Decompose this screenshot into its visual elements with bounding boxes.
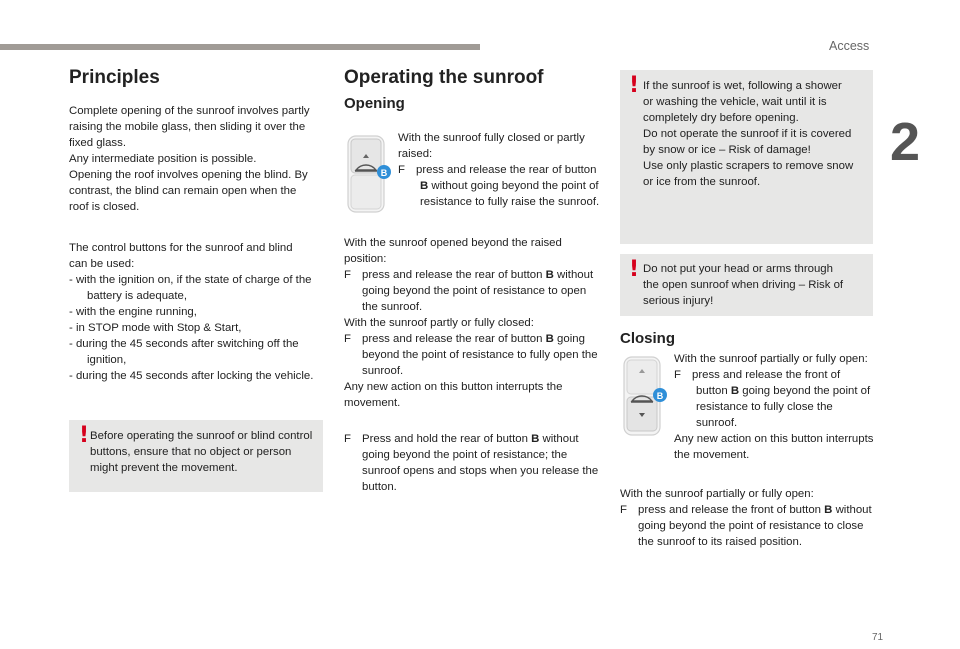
closing-title: Closing (620, 330, 675, 347)
text-line: The control buttons for the sunroof and blind (69, 242, 293, 254)
button-ref: B (420, 180, 429, 192)
page-number: 71 (872, 632, 884, 643)
step-text: press and release the rear of button (416, 164, 597, 176)
text-line: With the sunroof partially or fully open: (620, 488, 814, 500)
button-ref: B (545, 333, 554, 345)
text-line: With the sunroof partially or fully open: (674, 353, 868, 365)
step-item (398, 162, 602, 210)
text-line: Do not operate the sunroof if it is covered (643, 128, 852, 140)
step-item (344, 431, 602, 495)
step-text: without going beyond the point of resistance to fully raise the sunroof. (420, 180, 600, 208)
step-item (344, 267, 602, 315)
step-item (620, 502, 878, 550)
step-text: without going beyond the point of resistance to open the sunroof. (362, 269, 594, 313)
exclamation-icon: ! (79, 423, 90, 448)
step-text: without going beyond the point of resistance to close the sunroof to its raised position. (638, 504, 872, 548)
text-line: Any new action on this button interrupts the movement. (674, 433, 874, 461)
button-ref: B (730, 385, 740, 397)
principles-title: Principles (69, 67, 160, 88)
section-label: Access (829, 39, 870, 53)
closing-instructions-2 (620, 486, 878, 550)
text-line: Opening the roof involves opening the blind. By (69, 169, 308, 181)
f-bullet-icon: F (344, 333, 351, 345)
condition-item: - with the ignition on, if the state of charge of the battery is adequate, (69, 274, 312, 302)
f-bullet-icon: F (674, 369, 681, 381)
opening-title: Opening (344, 95, 405, 112)
text-line: raising the mobile glass, then sliding it over the (69, 121, 306, 133)
step-text: Press and hold the rear of button (362, 433, 532, 445)
opening-instructions-2 (344, 235, 602, 411)
text-line: Any new action on this button interrupts the movement. (344, 381, 563, 409)
exclamation-icon: ! (629, 73, 640, 98)
step-text: press and release the rear of button (362, 269, 546, 281)
hold-instruction (344, 431, 602, 495)
step-text: press and release the rear of button (362, 333, 546, 345)
warning-text (643, 78, 869, 190)
f-bullet-icon: F (344, 269, 351, 281)
f-bullet-icon: F (344, 433, 351, 445)
text-line: completely dry before opening. (643, 112, 799, 124)
warning-text (643, 261, 869, 309)
text-line: or washing the vehicle, wait until it is (643, 96, 827, 108)
warning-box-principles (69, 420, 323, 492)
text-line: serious injury! (643, 295, 714, 307)
condition-item: - during the 45 seconds after switching off the ignition, (69, 338, 299, 366)
button-ref: B (531, 433, 540, 445)
step-item (674, 367, 874, 431)
text-line: With the sunroof partly or fully closed: (344, 317, 534, 329)
exclamation-icon: ! (629, 257, 640, 282)
condition-item: - with the engine running, (69, 306, 197, 318)
operating-title: Operating the sunroof (344, 67, 544, 88)
step-text: press and release the front of button (638, 504, 825, 516)
closing-instructions-1 (674, 351, 874, 463)
step-item (344, 331, 602, 379)
text-line: the open sunroof when driving – Risk of (643, 279, 844, 291)
opening-instructions-1 (398, 130, 602, 210)
text-line: With the sunroof opened beyond the raised position: (344, 237, 562, 265)
text-line: With the sunroof fully closed or partly raised: (398, 132, 585, 160)
step-text: press and release the front of button (692, 369, 841, 397)
text-line: can be used: (69, 258, 135, 270)
condition-item: - in STOP mode with Stop & Start, (69, 322, 242, 334)
warning-box-injury (620, 254, 873, 316)
text-line: Use only plastic scrapers to remove snow (643, 160, 854, 172)
sunroof-switch-icon (622, 355, 666, 437)
text-line: If the sunroof is wet, following a shower (643, 80, 842, 92)
text-line: Any intermediate position is possible. (69, 153, 257, 165)
f-bullet-icon: F (620, 504, 627, 516)
f-bullet-icon: F (398, 164, 405, 176)
warning-box-wet (620, 70, 873, 244)
chapter-number: 2 (890, 112, 921, 172)
text-line: by snow or ice – Risk of damage! (643, 144, 811, 156)
step-text: going beyond the point of resistance to fully close the sunroof. (696, 385, 871, 429)
text-line: Complete opening of the sunroof involves partly (69, 105, 310, 117)
condition-item: - during the 45 seconds after locking the vehicle. (69, 370, 314, 382)
sunroof-switch-icon (346, 134, 390, 214)
header-rule (0, 44, 480, 50)
principles-para1 (69, 103, 329, 215)
step-text: without going beyond the point of resistance; the sunroof opens and stops when you release the button. (362, 433, 599, 493)
text-line: fixed glass. (69, 137, 126, 149)
step-text: going beyond the point of resistance to fully open the sunroof. (362, 333, 598, 377)
button-ref: B (824, 504, 833, 516)
principles-para2 (69, 240, 329, 384)
button-ref: B (545, 269, 554, 281)
text-line: contrast, the blind can remain open when the (69, 185, 297, 197)
svg-text:B: B (380, 168, 388, 178)
text-line: roof is closed. (69, 201, 140, 213)
text-line: or ice from the sunroof. (643, 176, 761, 188)
svg-text:B: B (656, 391, 664, 401)
warning-text: Before operating the sunroof or blind control buttons, ensure that no object or person might prevent the movement. (90, 430, 313, 474)
text-line: Do not put your head or arms through (643, 263, 833, 275)
